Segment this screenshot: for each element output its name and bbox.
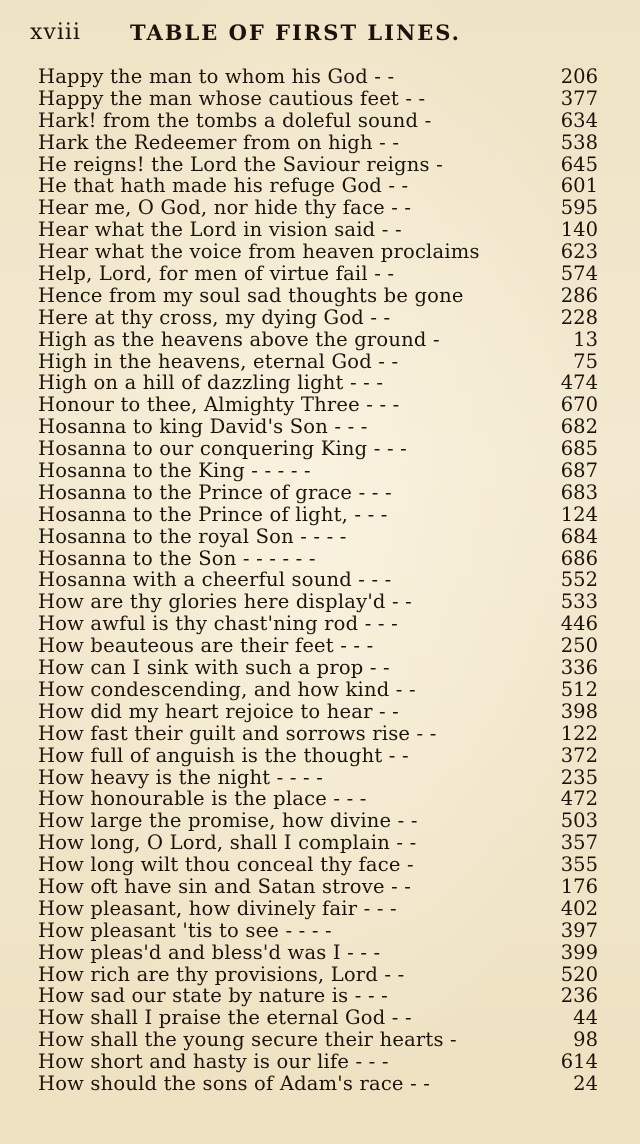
first-line-text: How honourable is the place - - - (38, 787, 367, 811)
hymn-number: 206 (560, 65, 598, 88)
first-line-text: Hosanna with a cheerful sound - - - (38, 568, 392, 592)
list-item (38, 942, 598, 964)
hymn-number: 124 (560, 502, 598, 526)
list-item (38, 657, 598, 679)
list-item (38, 898, 598, 920)
list-item (38, 985, 598, 1007)
list-item (38, 285, 598, 307)
first-line-text: How oft have sin and Satan strove - - (38, 874, 412, 898)
first-line-text: How did my heart rejoice to hear - - (38, 699, 399, 723)
hymn-number: 140 (560, 218, 598, 242)
hymn-number: 614 (560, 1050, 598, 1074)
list-item (38, 569, 598, 591)
list-item (38, 810, 598, 832)
hymn-number: 13 (573, 327, 598, 351)
list-item (38, 1029, 598, 1051)
first-line-text: He that hath made his refuge God - - (38, 174, 409, 198)
first-line-text: How full of anguish is the thought - - (38, 743, 409, 767)
hymn-number: 634 (560, 108, 598, 132)
list-item (38, 110, 598, 132)
first-line-text: How sad our state by nature is - - - (38, 984, 388, 1008)
first-line-text: How heavy is the night - - - - (38, 765, 323, 789)
list-item (38, 154, 598, 176)
list-item (38, 635, 598, 657)
hymn-number: 685 (560, 437, 598, 461)
list-item (38, 482, 598, 504)
first-line-text: How pleas'd and bless'd was I - - - (38, 940, 381, 964)
first-line-text: High in the heavens, eternal God - - (38, 349, 399, 373)
hymn-number: 235 (560, 765, 598, 789)
list-item (38, 723, 598, 745)
list-item (38, 394, 598, 416)
list-item (38, 1051, 598, 1073)
hymn-number: 176 (560, 874, 598, 898)
list-item (38, 679, 598, 701)
hymn-number: 684 (560, 524, 598, 548)
first-line-text: Hear me, O God, nor hide thy face - - (38, 196, 412, 220)
list-item (38, 613, 598, 635)
first-line-text: Hence from my soul sad thoughts be gone (38, 283, 464, 307)
first-line-text: How can I sink with such a prop - - (38, 656, 390, 680)
first-line-text: Honour to thee, Almighty Three - - - (38, 393, 400, 417)
hymn-number: 474 (560, 371, 598, 395)
first-line-text: Help, Lord, for men of virtue fail - - (38, 262, 395, 286)
hymn-number: 512 (560, 677, 598, 701)
list-item (38, 1007, 598, 1029)
first-line-text: Hosanna to our conquering King - - - (38, 437, 407, 461)
list-item (38, 460, 598, 482)
hymn-number: 446 (560, 612, 598, 636)
first-line-text: Hark! from the tombs a doleful sound - (38, 108, 432, 132)
list-item (38, 88, 598, 110)
list-item (38, 504, 598, 526)
hymn-number: 670 (560, 393, 598, 417)
first-line-text: Here at thy cross, my dying God - - (38, 305, 391, 329)
hymn-number: 533 (560, 590, 598, 614)
hymn-number: 98 (573, 1028, 598, 1052)
first-line-text: Hosanna to king David's Son - - - (38, 415, 368, 439)
hymn-number: 24 (573, 1071, 598, 1095)
hymn-number: 236 (560, 984, 598, 1008)
list-item (38, 832, 598, 854)
hymn-number: 574 (560, 262, 598, 286)
list-item (38, 854, 598, 876)
hymn-number: 228 (560, 305, 598, 329)
hymn-number: 286 (560, 283, 598, 307)
first-line-text: Hosanna to the royal Son - - - - (38, 524, 347, 548)
first-line-text: High as the heavens above the ground - (38, 327, 440, 351)
first-line-text: How are thy glories here display'd - - (38, 590, 412, 614)
list-item (38, 263, 598, 285)
hymn-number: 645 (560, 152, 598, 176)
first-line-text: How shall the young secure their hearts - (38, 1028, 457, 1052)
hymn-number: 372 (560, 743, 598, 767)
list-item (38, 329, 598, 351)
hymn-number: 44 (573, 1006, 598, 1030)
first-line-text: Hosanna to the King - - - - - (38, 459, 311, 483)
list-item (38, 438, 598, 460)
list-item (38, 66, 598, 88)
list-item (38, 767, 598, 789)
first-line-text: How should the sons of Adam's race - - (38, 1071, 431, 1095)
running-title: TABLE OF FIRST LINES. (130, 20, 461, 45)
first-line-text: How large the promise, how divine - - (38, 809, 418, 833)
hymn-number: 377 (560, 86, 598, 110)
list-item (38, 416, 598, 438)
first-line-text: Hear what the Lord in vision said - - (38, 218, 402, 242)
list-item (38, 241, 598, 263)
list-item (38, 526, 598, 548)
hymn-number: 357 (560, 831, 598, 855)
first-line-text: How awful is thy chast'ning rod - - - (38, 612, 398, 636)
hymn-number: 623 (560, 240, 598, 264)
hymn-number: 686 (560, 546, 598, 570)
hymn-number: 503 (560, 809, 598, 833)
first-line-text: Hosanna to the Prince of grace - - - (38, 480, 392, 504)
page-number: xviii (30, 20, 81, 45)
first-line-text: Hosanna to the Son - - - - - - (38, 546, 316, 570)
first-line-text: How shall I praise the eternal God - - (38, 1006, 412, 1030)
list-item (38, 175, 598, 197)
list-item (38, 591, 598, 613)
first-line-text: How pleasant, how divinely fair - - - (38, 896, 397, 920)
first-line-text: How short and hasty is our life - - - (38, 1050, 389, 1074)
list-item (38, 307, 598, 329)
hymn-number: 472 (560, 787, 598, 811)
hymn-number: 402 (560, 896, 598, 920)
hymn-number: 399 (560, 940, 598, 964)
hymn-number: 520 (560, 962, 598, 986)
list-item (38, 351, 598, 373)
first-line-text: Happy the man whose cautious feet - - (38, 86, 426, 110)
hymn-number: 75 (573, 349, 598, 373)
list-item (38, 548, 598, 570)
list-item (38, 219, 598, 241)
first-line-text: Happy the man to whom his God - - (38, 65, 395, 88)
first-line-text: Hark the Redeemer from on high - - (38, 130, 400, 154)
hymn-number: 336 (560, 656, 598, 680)
first-line-text: High on a hill of dazzling light - - - (38, 371, 384, 395)
first-line-text: Hosanna to the Prince of light, - - - (38, 502, 388, 526)
list-item (38, 745, 598, 767)
hymn-number: 397 (560, 918, 598, 942)
hymn-number: 552 (560, 568, 598, 592)
hymn-number: 538 (560, 130, 598, 154)
first-line-text: How fast their guilt and sorrows rise - - (38, 721, 437, 745)
hymn-number: 687 (560, 459, 598, 483)
first-line-text: How long wilt thou conceal thy face - (38, 853, 414, 877)
first-line-text: How pleasant 'tis to see - - - - (38, 918, 332, 942)
hymn-number: 682 (560, 415, 598, 439)
first-line-text: How rich are thy provisions, Lord - - (38, 962, 405, 986)
list-item (38, 197, 598, 219)
list-item (38, 132, 598, 154)
list-item (38, 876, 598, 898)
hymn-number: 683 (560, 480, 598, 504)
first-line-text: How condescending, and how kind - - (38, 677, 416, 701)
list-item (38, 788, 598, 810)
hymn-number: 595 (560, 196, 598, 220)
first-line-text: He reigns! the Lord the Saviour reigns - (38, 152, 443, 176)
list-item (38, 1073, 598, 1095)
first-line-text: How beauteous are their feet - - - (38, 634, 374, 658)
first-line-text: How long, O Lord, shall I complain - - (38, 831, 417, 855)
hymn-number: 122 (560, 721, 598, 745)
list-item (38, 920, 598, 942)
hymn-number: 355 (560, 853, 598, 877)
hymn-number: 398 (560, 699, 598, 723)
hymn-number: 601 (560, 174, 598, 198)
first-line-text: Hear what the voice from heaven proclaims (38, 240, 480, 264)
list-item (38, 701, 598, 723)
list-item (38, 964, 598, 986)
first-lines-list (38, 66, 598, 1095)
page-header (30, 20, 620, 50)
list-item (38, 372, 598, 394)
hymn-number: 250 (560, 634, 598, 658)
